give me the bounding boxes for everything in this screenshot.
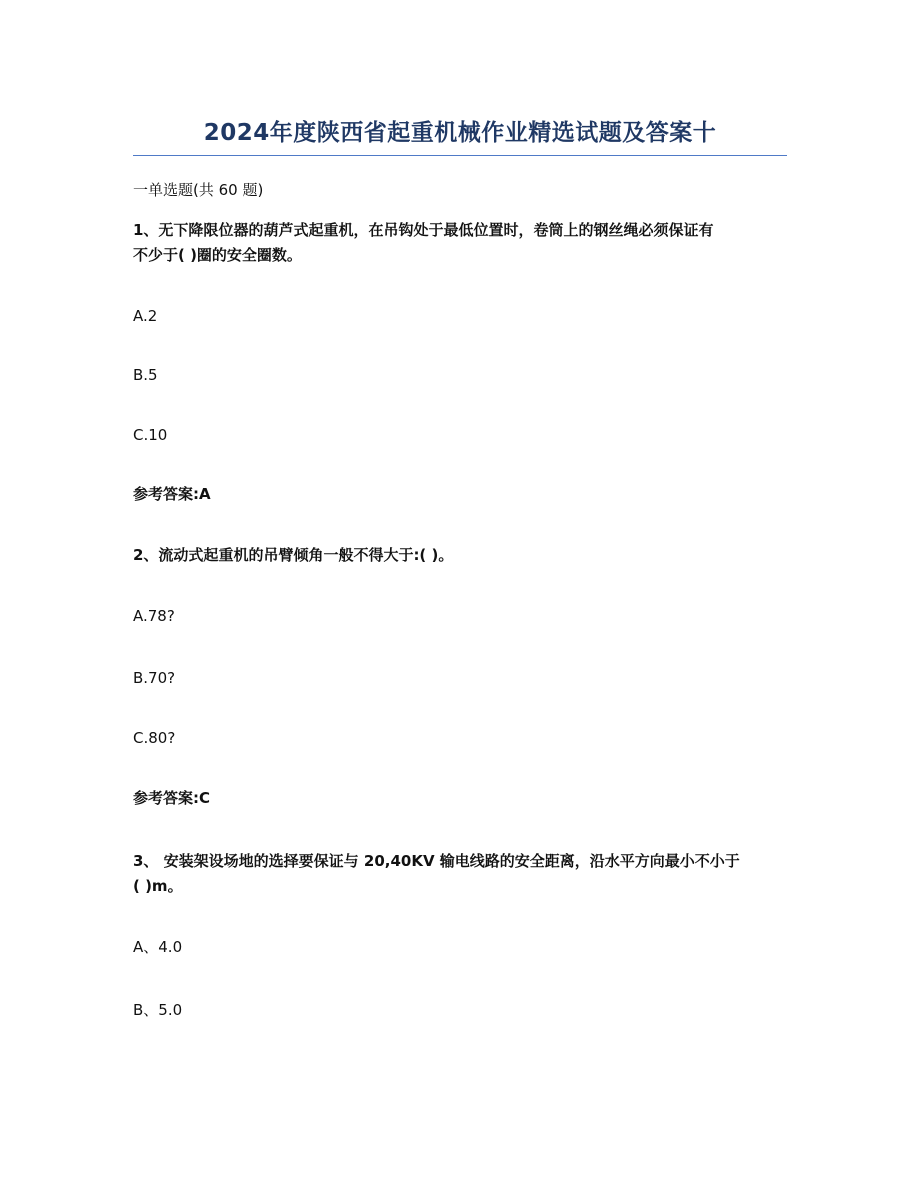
section-heading: 一单选题(共 60 题) (133, 181, 264, 199)
question-2-answer: 参考答案:C (133, 789, 211, 807)
question-2-option-c: C.80? (133, 729, 176, 747)
question-3-stem-line-1: 3、 安装架设场地的选择要保证与 20,40KV 输电线路的安全距离，沿水平方向最小不小于 (133, 852, 740, 870)
question-3-option-a: A、4.0 (133, 938, 183, 956)
title-divider (133, 155, 787, 156)
question-1-stem-line-2: 不少于( )圈的安全圈数。 (133, 246, 302, 264)
question-3-stem-line-2: ( )m。 (133, 877, 183, 895)
question-1-answer: 参考答案:A (133, 485, 211, 503)
question-2-option-b: B.70? (133, 669, 176, 687)
question-3-option-b: B、5.0 (133, 1001, 183, 1019)
question-2-option-a: A.78? (133, 607, 175, 625)
document-title: 2024年度陕西省起重机械作业精选试题及答案十 (203, 120, 717, 146)
question-1-stem-line-1: 1、无下降限位器的葫芦式起重机，在吊钩处于最低位置时，卷筒上的钢丝绳必须保证有 (133, 221, 714, 239)
question-1-option-a: A.2 (133, 307, 158, 325)
question-1-option-c: C.10 (133, 426, 168, 444)
question-1-option-b: B.5 (133, 366, 158, 384)
question-2-stem-line-1: 2、流动式起重机的吊臂倾角一般不得大于:( )。 (133, 546, 454, 564)
